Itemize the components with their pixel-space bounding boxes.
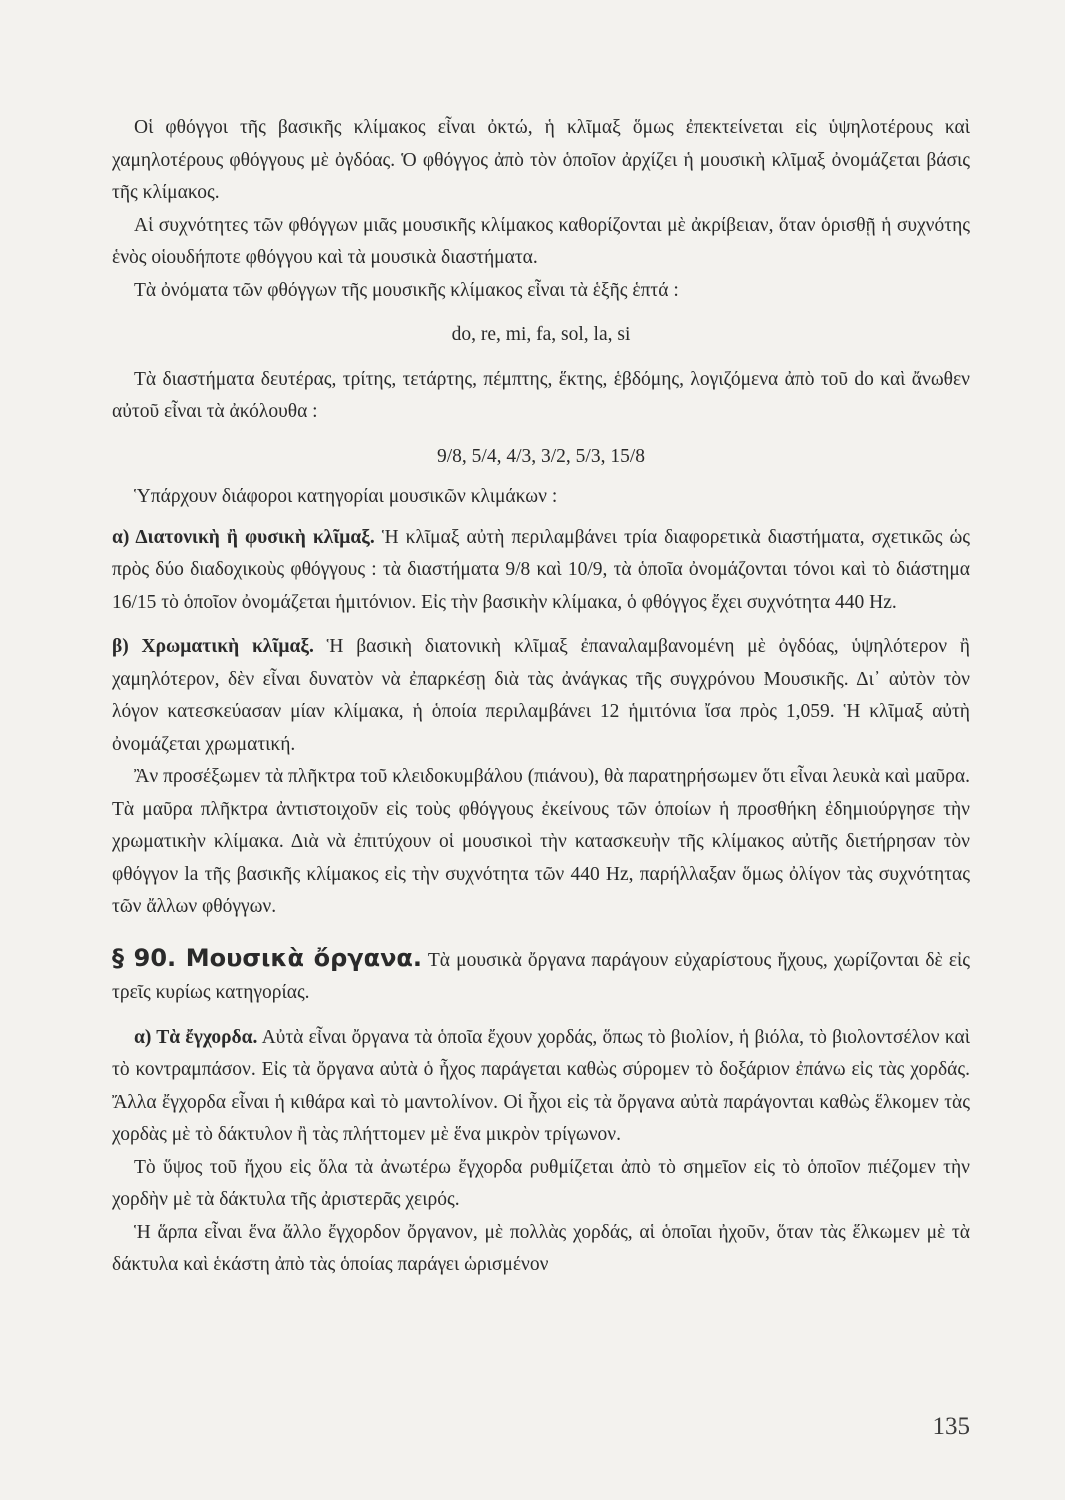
page-number: 135 [932, 1413, 970, 1440]
section-intro-text: Τὰ μουσικὰ ὄργανα παράγουν εὐχαρίστους ἤχους, χωρίζονται δὲ εἰς τρεῖς κυρίως κατηγορίας. [112, 949, 970, 1003]
chromatic-text: Ἡ βασικὴ διατονικὴ κλῖμαξ ἐπαναλαμβανομένη μὲ ὀγδόας, ὑψηλότερον ἢ χαμηλότερον, δὲν εἶναι δυνατὸν νὰ ἐπαρκέσῃ διὰ τὰς ἀνάγκας τῆς συγχρόνου Μουσικῆς. Δι᾽ αὐτὸν τὸν λόγον κατεσκεύασαν μίαν κλίμακα, ἡ ὁποία περιλαμβάνει 12 ἡμιτόνια ἴσα πρὸς 1,059. Ἡ κλῖμαξ αὐτὴ ὀνομάζεται χρωματική. [112, 636, 970, 755]
paragraph-diatonic-scale [112, 522, 970, 620]
section-90-intro [112, 942, 970, 1010]
paragraph-piano-keys: Ἂν προσέξωμεν τὰ πλῆκτρα τοῦ κλειδοκυμβάλου (πιάνου), θὰ παρατηρήσωμεν ὅτι εἶναι λευκὰ καὶ μαῦρα. Τὰ μαῦρα πλῆκτρα ἀντιστοιχοῦν εἰς τοὺς φθόγγους ἐκείνους τῶν ὁποίων ἡ προσθήκη ἐδημιούργησε τὴν χρωματικὴν κλίμακα. Διὰ νὰ ἐπιτύχουν οἱ μουσικοὶ τὴν κατασκευὴν τῆς κλίμακος αὐτῆς διετήρησαν τὸν φθόγγον la τῆς βασικῆς κλίμακος εἰς τὴν συχνότητα τῶν 440 Hz, παρήλλαξαν ὅμως ὀλίγον τὰς συχνότητας τῶν ἄλλων φθόγγων. [112, 766, 970, 917]
paragraph-harp: Ἡ ἅρπα εἶναι ἕνα ἄλλο ἔγχορδον ὄργανον, μὲ πολλὰς χορδάς, αἱ ὁποῖαι ἠχοῦν, ὅταν τὰς ἕλκωμεν μὲ τὰ δάκτυλα καὶ ἑκάστη ἀπὸ τὰς ὁποίας παράγει ὡρισμένον [112, 1221, 970, 1275]
section-title: § 90. Μουσικὰ ὄργανα. [112, 943, 423, 972]
note-names-line: do, re, mi, fa, sol, la, si [451, 324, 631, 345]
interval-ratios-line: 9/8, 5/4, 4/3, 3/2, 5/3, 15/8 [436, 445, 645, 467]
paragraph-chromatic-scale [112, 631, 970, 761]
string-instruments-heading: α) Τὰ ἔγχορδα. [134, 1026, 258, 1048]
paragraph-string-instruments [112, 1022, 970, 1152]
paragraph-frequencies: Αἱ συχνότητες τῶν φθόγγων μιᾶς μουσικῆς κλίμακος καθορίζονται μὲ ἀκρίβειαν, ὅταν ὁρισθῇ ἡ συχνότης ἑνὸς οἱουδήποτε φθόγγου καὶ τὰ μουσικὰ διαστήματα. [112, 214, 970, 268]
chromatic-heading: β) Χρωματικὴ κλῖμαξ. [112, 636, 314, 657]
page-body [112, 112, 970, 1442]
paragraph-intervals: Τὰ διαστήματα δευτέρας, τρίτης, τετάρτης, πέμπτης, ἕκτης, ἑβδόμης, λογιζόμενα ἀπὸ τοῦ do καὶ ἄνωθεν αὐτοῦ εἶναι τὰ ἀκόλουθα : [112, 368, 970, 422]
diatonic-text: Ἡ κλῖμαξ αὐτὴ περιλαμβάνει τρία διαφορετικὰ διαστήματα, σχετικῶς ὡς πρὸς δύο διαδοχικοὺς φθόγγους : τὰ διαστήματα 9/8 καὶ 10/9, τὰ ὁποῖα ὀνομάζονται τόνοι καὶ τὸ διάστημα 16/15 τὸ ὁποῖον ὀνομάζεται ἡμιτόνιον. Εἰς τὴν βασικὴν κλίμακα, ὁ φθόγγος ἔχει συχνότητα 440 Hz. [112, 526, 971, 613]
string-instruments-text: Αὐτὰ εἶναι ὄργανα τὰ ὁποῖα ἔχουν χορδάς, ὅπως τὸ βιολίον, ἡ βιόλα, τὸ βιολοντσέλον καὶ τὸ κοντραμπάσον. Εἰς τὰ ὄργανα αὐτὰ ὁ ἦχος παράγεται καθὼς σύρομεν τὸ δοξάριον ἐπάνω εἰς τὰς χορδάς. Ἄλλα ἔγχορδα εἶναι ἡ κιθάρα καὶ τὸ μαντολίνον. Οἱ ἦχοι εἰς τὰ ὄργανα αὐτὰ παράγονται καθὼς ἕλκομεν τὰς χορδὰς μὲ τὸ δάκτυλον ἢ τὰς πλήττομεν μὲ ἕνα μικρὸν τρίγωνον. [112, 1026, 970, 1145]
diatonic-heading: α) Διατονικὴ ἢ φυσικὴ κλῖμαξ. [112, 526, 375, 548]
paragraph-scale-notes: Οἱ φθόγγοι τῆς βασικῆς κλίμακος εἶναι ὀκτώ, ἡ κλῖμαξ ὅμως ἐπεκτείνεται εἰς ὑψηλοτέρους καὶ χαμηλοτέρους φθόγγους μὲ ὀγδόας. Ὁ φθόγγος ἀπὸ τὸν ὁποῖον ἀρχίζει ἡ μουσικὴ κλῖμαξ ὀνομάζεται βάσις τῆς κλίμακος. [112, 117, 970, 203]
paragraph-scale-categories: Ὑπάρχουν διάφοροι κατηγορίαι μουσικῶν κλιμάκων : [134, 486, 558, 507]
paragraph-note-names-intro: Τὰ ὀνόματα τῶν φθόγγων τῆς μουσικῆς κλίμακος εἶναι τὰ ἑξῆς ἑπτά : [134, 279, 679, 301]
paragraph-pitch: Τὸ ὕψος τοῦ ἤχου εἰς ὅλα τὰ ἀνωτέρω ἔγχορδα ρυθμίζεται ἀπὸ τὸ σημεῖον εἰς τὸ ὁποῖον πιέζομεν τὴν χορδὴν μὲ τὰ δάκτυλα τῆς ἀριστερᾶς χειρός. [112, 1156, 970, 1210]
